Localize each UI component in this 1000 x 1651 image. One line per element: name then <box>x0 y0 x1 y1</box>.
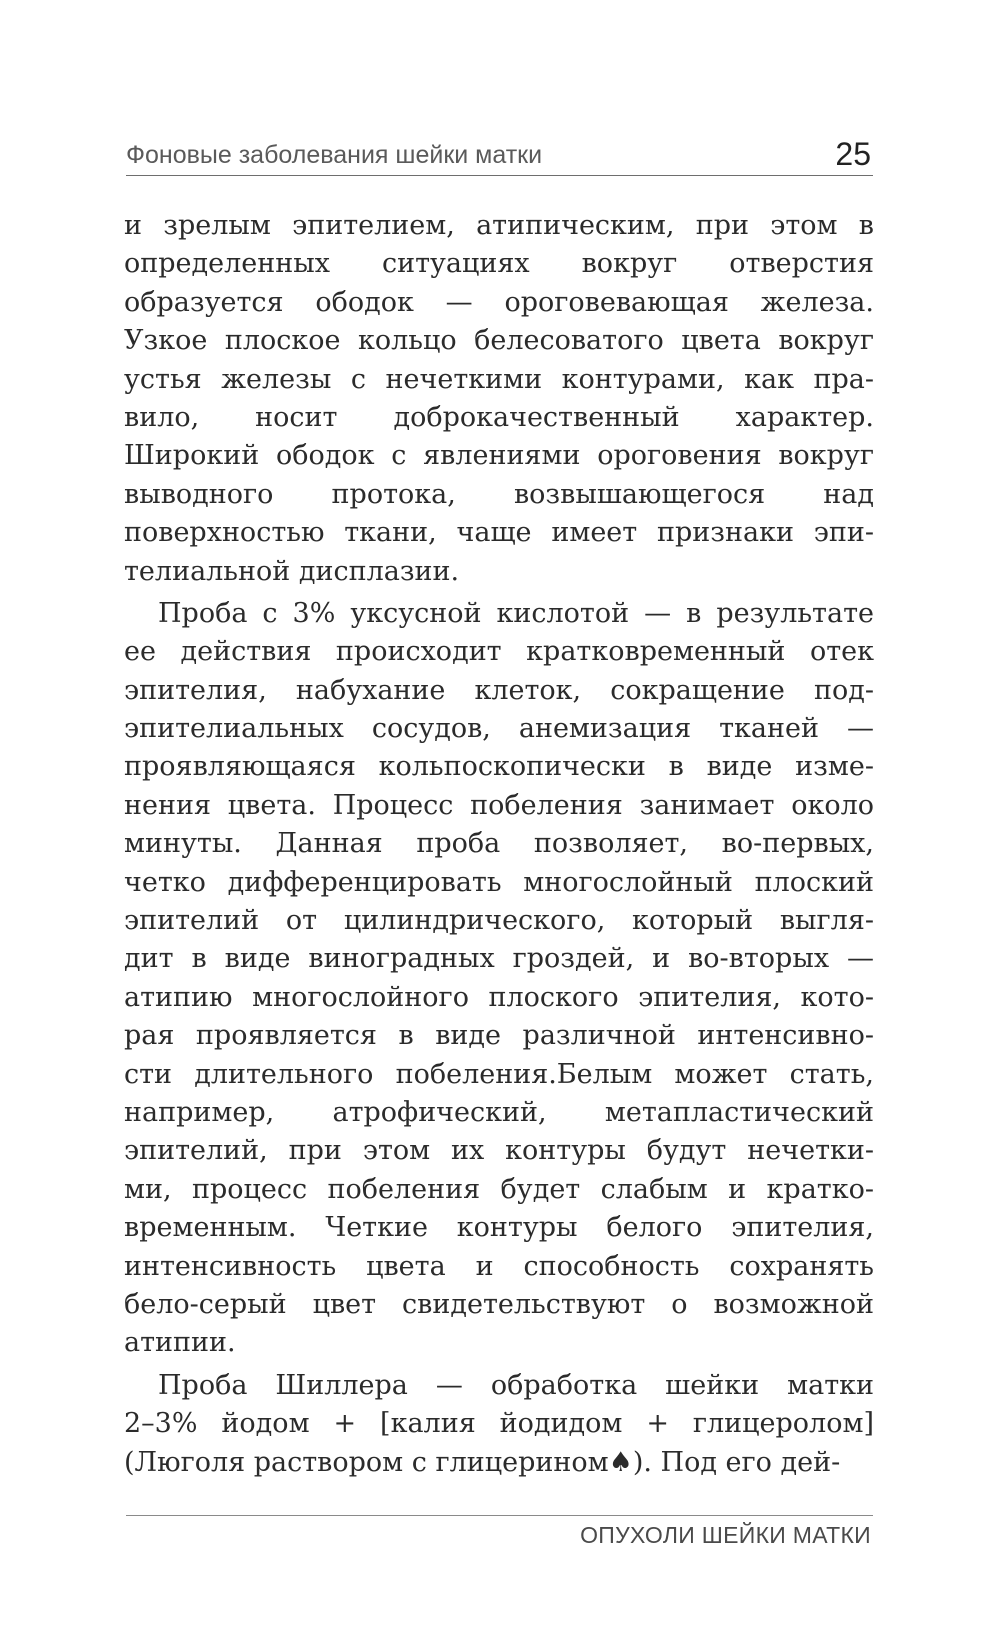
paragraph <box>124 207 874 591</box>
text-line: образуется ободок — ороговевающая железа. <box>124 286 874 318</box>
page-footer <box>126 1515 873 1556</box>
text-line: бело-серый цвет свидетельствуют о возможной <box>124 1288 874 1320</box>
text-line: и зрелым эпителием, атипическим, при этом в <box>124 210 874 241</box>
text-line: телиальной дисплазии. <box>124 555 460 587</box>
running-title: Фоновые заболевания шейки матки <box>126 141 543 169</box>
text-line: устья железы с нечеткими контурами, как пра- <box>124 363 874 395</box>
text-line: эпителиальных сосудов, анемизация тканей — <box>124 713 874 745</box>
text-line: ее действия происходит кратковременный отек <box>124 636 874 668</box>
text-line: атипию многослойного плоского эпителия, кото- <box>124 981 874 1013</box>
text-line: Широкий ободок с явлениями ороговения вокруг <box>124 440 874 472</box>
page-header <box>126 131 873 176</box>
text-line: Проба с 3% уксусной кислотой — в результате <box>158 597 874 629</box>
text-line: дит в виде виноградных гроздей, и во-вторых — <box>124 943 874 975</box>
text-line: выводного протока, возвышающегося над <box>124 478 874 510</box>
text-line: эпителия, набухание клеток, сокращение под- <box>124 674 874 706</box>
text-line: интенсивность цвета и способность сохранять <box>124 1250 874 1282</box>
text-line: вило, носит доброкачественный характер. <box>124 401 874 433</box>
text-line: сти длительного побеления.Белым может стать, <box>124 1058 874 1090</box>
text-line: четко дифференцировать многослойный плоский <box>124 866 874 898</box>
text-line: определенных ситуациях вокруг отверстия <box>124 248 874 280</box>
text-line: эпителий от цилиндрического, который выгля- <box>124 905 874 937</box>
paragraph <box>124 1367 874 1482</box>
text-line: рая проявляется в виде различной интенсивно- <box>124 1020 874 1052</box>
text-line: проявляющаяся кольпоскопически в виде изме- <box>124 751 874 783</box>
text-line: (Люголя раствором с глицерином♠). Под его дей- <box>124 1446 841 1478</box>
text-line: поверхностью ткани, чаще имеет признаки эпи- <box>124 517 874 549</box>
text-line: нения цвета. Процесс побеления занимает около <box>124 789 874 821</box>
text-line: Проба Шиллера — обработка шейки матки <box>158 1369 874 1401</box>
text-line: атипии. <box>124 1327 236 1359</box>
text-line: минуты. Данная проба позволяет, во-первых, <box>124 828 874 860</box>
paragraph <box>124 595 874 1363</box>
text-line: например, атрофический, метапластический <box>124 1096 874 1128</box>
text-line: эпителий, при этом их контуры будут нечетки- <box>124 1135 874 1167</box>
footer-section-title: ОПУХОЛИ ШЕЙКИ МАТКИ <box>580 1522 871 1548</box>
text-line: Узкое плоское кольцо белесоватого цвета вокруг <box>124 325 874 357</box>
text-line: временным. Четкие контуры белого эпителия, <box>124 1212 874 1244</box>
text-line: 2–3% йодом + [калия йодидом + глицеролом] <box>124 1408 874 1440</box>
text-line: ми, процесс побеления будет слабым и кратко- <box>124 1173 874 1205</box>
page-number: 25 <box>835 136 871 172</box>
body-text <box>124 207 874 1482</box>
